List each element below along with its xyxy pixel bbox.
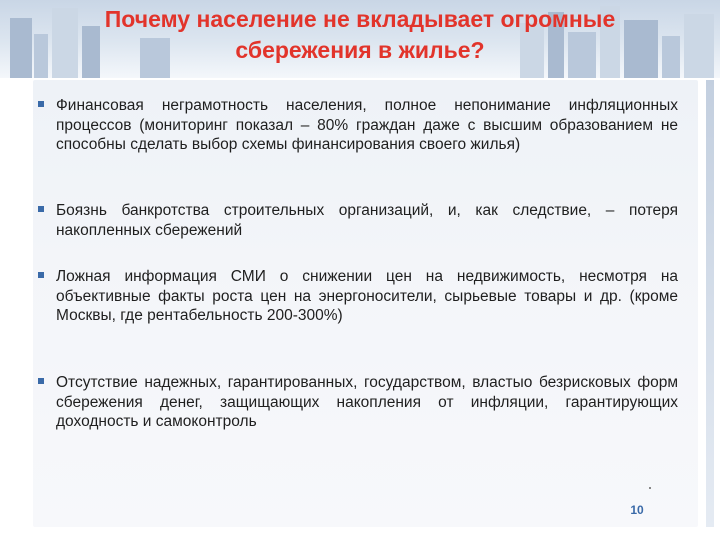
bullet-marker-icon xyxy=(38,378,44,384)
bullet-text: Ложная информация СМИ о снижении цен на недвижимость, несмотря на объективные факты роста цен на энергоносители, сырьевые товары и др. (кроме Москвы, где рентабельность 200-300%) xyxy=(56,268,678,324)
bullet-marker-icon xyxy=(38,101,44,107)
bullet-text: Боязнь банкротства строительных организаций, и, как следствие, – потеря накопленных сбережений xyxy=(56,202,678,239)
bullet-marker-icon xyxy=(38,272,44,278)
title-line-1: Почему население не вкладывает огромные xyxy=(104,6,616,32)
bullet-item xyxy=(38,373,678,432)
decorative-stripe xyxy=(706,80,714,527)
bullet-marker-icon xyxy=(38,206,44,212)
bullet-text: Финансовая неграмотность населения, полное непонимание инфляционных процессов (мониторинг показал – 80% граждан даже с высшим образованием не способны сделать выбор схемы финансирования своего жилья) xyxy=(56,97,678,153)
bullet-text: Отсутствие надежных, гарантированных, государством, властыо безрисковых форм сбережения денег, защищающих накопления от инфляции, гарантирующих доходность и самоконтроль xyxy=(56,374,678,430)
page-number: 10 xyxy=(630,503,644,517)
slide-title xyxy=(0,4,720,66)
decorative-dot xyxy=(649,487,651,489)
bullet-item xyxy=(38,201,678,240)
bullet-item xyxy=(38,267,678,326)
bullet-item xyxy=(38,96,678,155)
title-line-2: сбережения в жилье? xyxy=(235,37,485,63)
